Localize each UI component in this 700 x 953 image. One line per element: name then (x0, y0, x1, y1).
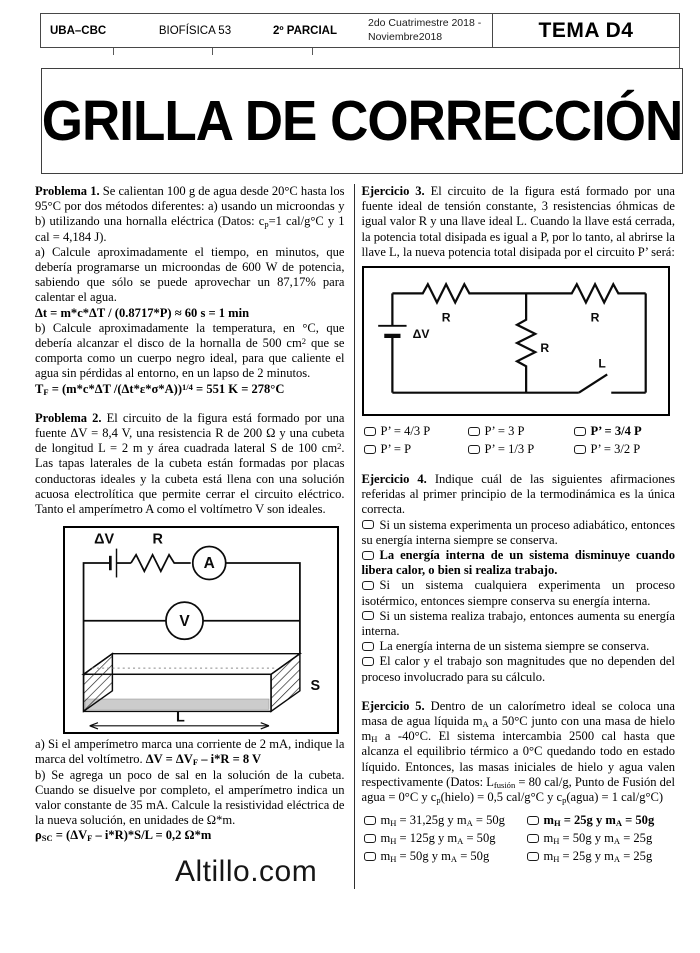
header-term-line2: Noviembre2018 (368, 30, 443, 43)
answer-option[interactable] (574, 441, 676, 458)
option-label: P’ = 3/4 P (590, 424, 642, 439)
left-column (35, 184, 345, 889)
answer-option-correct[interactable] (527, 812, 676, 829)
length-label: L (175, 709, 185, 726)
voltage-source-label: ΔV (94, 531, 115, 548)
option-label: $m_H = 50g$ y $m_A = 25g$ (543, 831, 653, 847)
resistor-top-right-label: R (590, 310, 599, 325)
option-label: P’ = 3 P (484, 424, 525, 439)
problema2-circuit-figure (63, 526, 339, 734)
option-label: Si un sistema cualquiera experimenta un proceso isotérmico, entonces siempre conserva su energía interna. (361, 578, 675, 608)
checkbox[interactable] (574, 445, 586, 454)
checkbox[interactable] (364, 445, 376, 454)
watermark: Altillo.com (175, 854, 318, 888)
header-cell-divider-tick (113, 48, 114, 55)
answer-option[interactable] (468, 441, 574, 458)
answer-option-correct[interactable] (574, 423, 676, 440)
side-area-label: S (310, 678, 321, 695)
option-label: P’ = P (380, 442, 412, 457)
checkbox[interactable] (527, 834, 539, 843)
answer-option[interactable] (362, 518, 676, 548)
option-label: La energía interna de un sistema siempre se conserva. (379, 639, 650, 654)
checkbox[interactable] (362, 581, 374, 590)
checkbox[interactable] (468, 445, 480, 454)
right-column (354, 184, 676, 889)
ammeter-label: A (203, 555, 215, 573)
option-label: $m_H = 50g$ y $m_A = 50g$ (380, 849, 490, 865)
checkbox[interactable] (364, 852, 376, 861)
checkbox[interactable] (362, 551, 374, 560)
header-course: BIOFÍSICA 53 (158, 24, 232, 37)
problema1-intro: Problema 1. Se calientan 100 g de agua desde 20°C hasta los 95°C por dos métodos diferentes: a) usando un microondas y b) utilizando una hornalla eléctrica (Datos: $c_p=1$ cal/g°C y 1 cal = 4,184 J). (35, 184, 345, 244)
exam-header-table (40, 13, 680, 48)
checkbox[interactable] (364, 834, 376, 843)
option-label: $m_H = 25g$ y $m_A = 50g$ (543, 813, 655, 829)
option-label: $m_H = 25g$ y $m_A = 25g$ (543, 849, 653, 865)
cubeta-top-face (84, 654, 300, 675)
header-right-border-tick (679, 48, 680, 68)
answer-option[interactable] (468, 423, 574, 440)
problema2-part-b: b) Se agrega un poco de sal en la solución de la cubeta. Cuando se disuelve por completo, el amperímetro indica un valor constante de 35 mA. Calcule la resistividad eléctrica de la nueva solución, en unidades de Ω*m. (35, 767, 345, 828)
checkbox[interactable] (527, 852, 539, 861)
ejercicio4-intro: Ejercicio 4. Indique cuál de las siguientes afirmaciones referidas al primer principio de la termodinámica es la única correcta. (361, 472, 675, 517)
header-term-line1: 2do Cuatrimestre 2018 - (368, 16, 482, 29)
checkbox[interactable] (364, 816, 376, 825)
voltmeter-label: V (179, 613, 190, 631)
option-label: P’ = 3/2 P (590, 442, 641, 457)
checkbox[interactable] (362, 611, 374, 620)
problema1-answer-b: $T_F = (m*c*\Delta T$ /(Δt*ε*σ*A))$^{1/4}$ = 551 K = 278°C (35, 381, 285, 397)
answer-option[interactable] (364, 812, 527, 829)
voltage-source-label: ΔV (412, 326, 429, 341)
option-label: Si un sistema experimenta un proceso adiabático, entonces su energía interna siempre se conserva. (361, 517, 675, 547)
document-body (35, 184, 675, 889)
header-tema-badge: TEMA D4 (492, 14, 679, 47)
answer-option[interactable] (364, 830, 527, 847)
answer-option[interactable] (362, 654, 676, 684)
option-label: $m_H = 125g$ y $m_A = 50g$ (380, 831, 496, 847)
resistor-label: R (152, 531, 163, 548)
option-label: P’ = 1/3 P (484, 442, 535, 457)
problema2-answer-b: $\rho_{SC} = (\Delta V_F - i*R)*S/L = 0,2$ Ω*m (35, 828, 212, 844)
answer-option[interactable] (364, 848, 527, 865)
answer-option[interactable] (362, 578, 676, 608)
header-exam: 2º PARCIAL (272, 24, 338, 37)
ejercicio5-options (364, 812, 676, 865)
problema1-answer-a: Δt = m*c*ΔT / (0.8717*P) ≈ 60 s = 1 min (35, 305, 250, 320)
answer-option[interactable] (364, 441, 468, 458)
option-label: La energía interna de un sistema disminuye cuando libera calor, o bien si realiza trabajo. (361, 548, 675, 578)
answer-option[interactable] (362, 609, 676, 639)
resistor-middle-label: R (539, 341, 549, 356)
header-cell-divider-tick (212, 48, 213, 55)
ejercicio3-intro: Ejercicio 3. El circuito de la figura está formado por una fuente ideal de tensión constante, 3 resistencias óhmicas de igual valor R y una llave ideal L. Cuando la llave está cerrada, la potencia total disipada es igual a P, por lo tanto, al abrirse la llave L, la nueva potencia total disipada por el circuito P’ será: (361, 184, 675, 259)
cubeta-bottom-strip (86, 699, 269, 709)
resistor-top-left-label: R (441, 310, 450, 325)
checkbox[interactable] (362, 657, 374, 666)
ejercicio3-options (364, 423, 676, 458)
checkbox[interactable] (362, 520, 374, 529)
option-label: P’ = 4/3 P (380, 424, 431, 439)
title-box (41, 68, 683, 174)
problema1-part-b: b) Calcule aproximadamente la temperatura, en °C, que debería alcanzar el disco de la hornalla de 500 $cm^2$ que se comporta como un cuerpo negro ideal, para que caliente el agua sin pérdidas al entorno, en un lapso de 2 minutos. (35, 320, 345, 381)
ejercicio3-circuit-figure (362, 266, 670, 416)
problema1-part-a: a) Calcule aproximadamente el tiempo, en minutos, que debería programarse un microondas de 600 W de potencia, sabiendo que sólo se puede aprovechar un 87,17% para calentar el agua. (35, 244, 345, 305)
option-label: El calor y el trabajo son magnitudes que no dependen del proceso involucrado para su cálculo. (361, 654, 675, 684)
switch-blade (578, 374, 606, 392)
checkbox[interactable] (468, 427, 480, 436)
problema2-part-a: a) Si el amperímetro marca una corriente de 2 mA, indique la marca del voltímetro. $\Delta V = \Delta V_F - i*R = 8$ V (35, 737, 345, 768)
answer-option[interactable] (364, 423, 468, 440)
answer-option-correct[interactable] (362, 548, 676, 578)
checkbox[interactable] (527, 816, 539, 825)
resistor-zigzag (131, 555, 191, 571)
option-label: $m_H = 31,25g$ y $m_A = 50g$ (380, 813, 505, 829)
ejercicio4-options (362, 518, 676, 685)
answer-option[interactable] (527, 830, 676, 847)
answer-option[interactable] (527, 848, 676, 865)
problema2-intro: Problema 2. El circuito de la figura está formado por una fuente ΔV = 8,4 V, una resistencia R de 200 Ω y una cubeta de longitud L = 2 m y área cuadrada lateral S de 100 $cm^2$. Las tapas laterales de la cubeta están formadas por placas conductoras ideales y la cubeta está llena con una solución acuosa electrolítica que permite cerrar el circuito eléctrico. Tanto el amperímetro A como el voltímetro V son ideales. (35, 410, 345, 517)
switch-label: L (597, 356, 606, 371)
page-title: GRILLA DE CORRECCIÓN (41, 89, 683, 153)
header-cell-divider-tick (312, 48, 313, 55)
header-org: UBA–CBC (50, 24, 107, 37)
option-label: Si un sistema realiza trabajo, entonces aumenta su energía interna. (361, 608, 675, 639)
ejercicio5-intro: Ejercicio 5. Dentro de un calorímetro ideal se coloca una masa de agua líquida $m_A$ a 50°C junto con una masa de hielo $m_H$ a -40°C. El sistema intercambia 2500 cal hasta que alcanza el equilibrio térmico a 0°C quedando todo en estado líquido. Entonces, las masas iniciales de hielo y agua valen respectivamente (Datos: $L_{fusión} = 80$ cal/g, Punto de Fusión del agua = 0°C y $c_p(hielo) = 0,5$ cal/g°C y $c_p(agua) = 1$ cal/g°C) (361, 698, 676, 805)
checkbox[interactable] (574, 427, 586, 436)
cubeta-circuit-diagram (65, 528, 337, 732)
answer-option[interactable] (362, 639, 676, 654)
checkbox[interactable] (364, 427, 376, 436)
checkbox[interactable] (362, 642, 374, 651)
three-resistor-circuit-diagram (364, 268, 668, 414)
header-term (356, 17, 492, 44)
